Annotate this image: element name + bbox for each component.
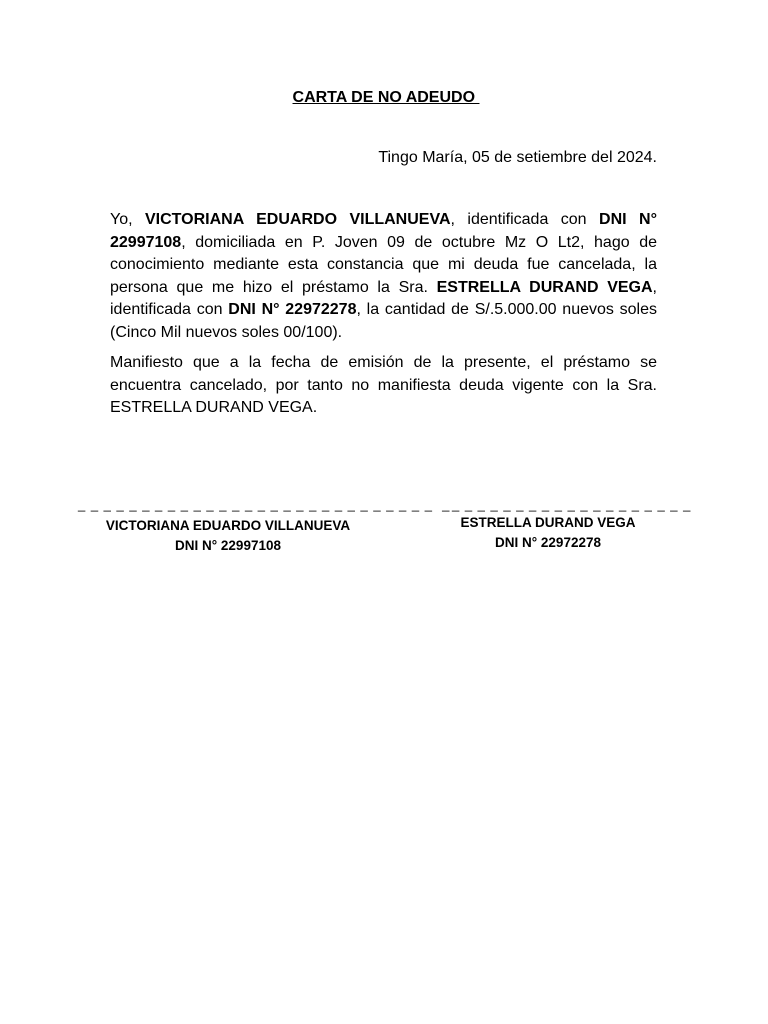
paragraph-text: Yo, — [110, 211, 145, 228]
signature-block-left — [98, 516, 358, 556]
paragraph-declaration — [110, 209, 657, 345]
debtor-name: VICTORIANA EDUARDO VILLANUEVA — [145, 211, 451, 228]
date-line: Tingo María, 05 de setiembre del 2024. — [378, 149, 657, 166]
creditor-dni: DNI N° 22972278 — [228, 301, 357, 319]
debtor-dni: DNI N° 22997108 — [110, 211, 657, 251]
paragraph-statement: Manifiesto que a la fecha de emisión de la presente, el préstamo se encuentra cancelado, por tanto no manifiesta deuda vigente con la Sra. ESTRELLA DURAND VEGA. — [110, 354, 657, 417]
signer-dni-right: DNI N° 22972278 — [495, 535, 601, 550]
paragraph-text: , domiciliada en P. Joven 09 de octubre Mz O Lt2, hago de conocimiento mediante esta constancia que mi deuda fue cancelada, la persona que me hizo el préstamo la Sra. — [110, 233, 657, 296]
signer-dni-left: DNI N° 22997108 — [175, 538, 281, 553]
signer-name-right: ESTRELLA DURAND VEGA — [460, 515, 636, 530]
creditor-name: ESTRELLA DURAND VEGA — [436, 278, 653, 296]
paragraph-text: , la cantidad de S/.5.000.00 nuevos soles (Cinco Mil nuevos soles 00/100). — [110, 301, 657, 341]
signer-name-left: VICTORIANA EDUARDO VILLANUEVA — [105, 518, 351, 533]
signature-block-right — [438, 513, 658, 553]
paragraph-text: , identificada con — [450, 211, 600, 228]
signature-line-right: _ _ _ _ _ _ _ _ _ _ _ _ _ _ _ _ _ _ _ — [452, 497, 692, 512]
letter-title: CARTA DE NO ADEUDO — [292, 89, 480, 106]
signature-line-left: _ _ _ _ _ _ _ _ _ _ _ _ _ _ _ _ _ _ _ _ _ _ _ _ _ _ _ _ _ — [78, 497, 451, 512]
paragraph-text: , identificada con — [110, 278, 657, 319]
